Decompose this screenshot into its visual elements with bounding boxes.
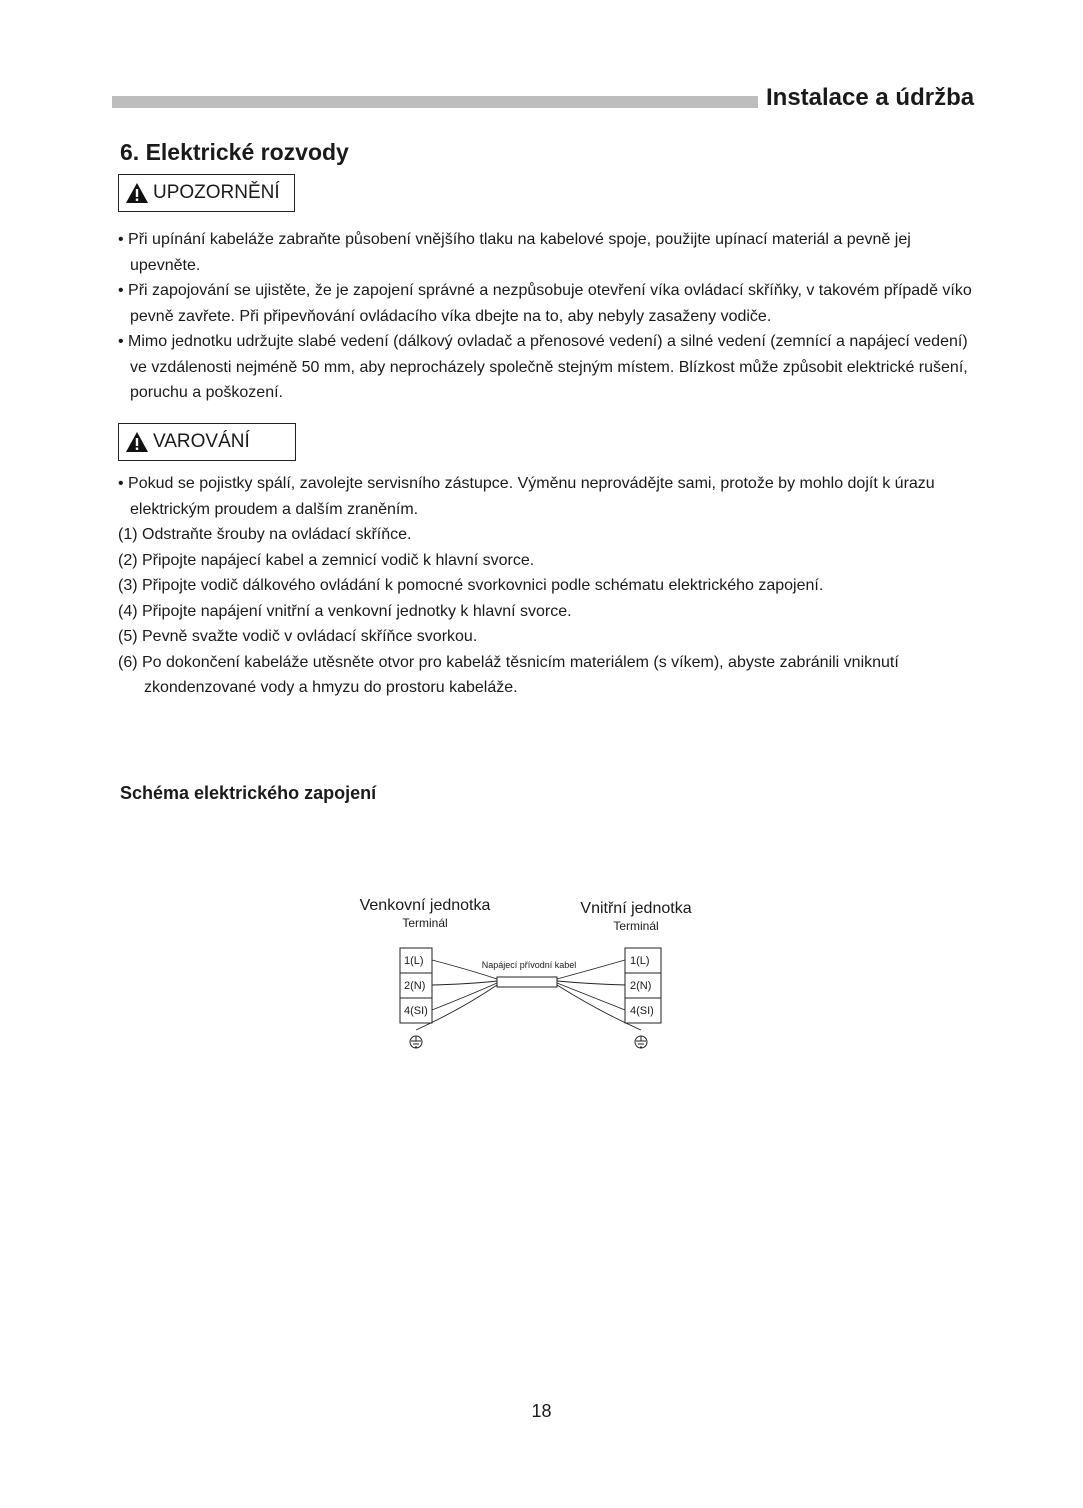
header-rule (112, 96, 758, 108)
warning-step: (3) Připojte vodič dálkového ovládání k pomocné svorkovnici podle schématu elektrického zapojení. (118, 577, 824, 594)
power-cable (497, 977, 557, 987)
warning-step: (4) Připojte napájení vnitřní a venkovní jednotky k hlavní svorce. (118, 602, 572, 620)
indoor-terminal-text: 4(SI) (630, 1005, 654, 1017)
warning-list (118, 471, 978, 701)
warning-triangle-icon (125, 431, 149, 453)
earth-ground-icon (410, 1036, 422, 1048)
wiring-diagram-svg (340, 890, 720, 1060)
wire (432, 981, 497, 985)
warning-step: (5) Pevně svažte vodič v ovládací skříňce svorkou. (118, 628, 478, 645)
warning-intro: • Pokud se pojistky spálí, zavolejte servisního zástupce. Výměnu neprovádějte sami, protože by mohlo dojít k úrazu elektrickým proudem a dalším zraněním. (118, 475, 935, 518)
earth-ground-icon (635, 1036, 647, 1048)
outdoor-terminal-text: 1(L) (404, 955, 424, 967)
caution-label-box (118, 174, 295, 212)
wire (557, 981, 625, 985)
header-title: Instalace a údržba (766, 84, 975, 111)
warning-step: (6) Po dokončení kabeláže utěsněte otvor pro kabeláž těsnicím materiálem (s víkem), abyste zabránili vniknutí zkondenzované vody a hmyzu do prostoru kabeláže. (118, 653, 899, 696)
indoor-terminal-text: 1(L) (630, 955, 650, 967)
indoor-terminal-text: 2(N) (630, 980, 652, 992)
wire (432, 983, 497, 1010)
indoor-terminal-block (625, 948, 661, 1023)
caution-label: UPOZORNĚNÍ (153, 182, 280, 203)
outdoor-terminal-block (400, 948, 432, 1023)
caution-item: • Při upínání kabeláže zabraňte působení vnějšího tlaku na kabelové spoje, použijte upínací materiál a pevně jej upevněte. (118, 231, 911, 274)
page-number: 18 (531, 1401, 552, 1421)
indoor-unit-title: Vnitřní jednotka (580, 900, 692, 917)
section-title: 6. Elektrické rozvody (120, 139, 349, 165)
warning-step: (2) Připojte napájecí kabel a zemnicí vodič k hlavní svorce. (118, 551, 535, 569)
caution-list (118, 227, 978, 406)
diagram-title: Schéma elektrického zapojení (120, 783, 377, 803)
warning-triangle-icon (125, 182, 149, 204)
indoor-terminal-label: Terminál (613, 919, 659, 933)
outdoor-terminal-text: 2(N) (404, 980, 426, 992)
warning-label-box (118, 423, 296, 461)
wire (557, 983, 625, 1010)
cable-label: Napájecí přívodní kabel (481, 960, 577, 970)
outdoor-terminal-label: Terminál (402, 916, 448, 930)
warning-step: (1) Odstraňte šrouby na ovládací skříňce. (118, 526, 412, 543)
caution-item: • Při zapojování se ujistěte, že je zapojení správné a nezpůsobuje otevření víka ovládací skříňky, v takovém případě víko pevně zavřete. Při připevňování ovládacího víka dbejte na to, aby nebyly zasaženy vodiče. (118, 282, 972, 325)
outdoor-unit-title: Venkovní jednotka (359, 897, 491, 914)
warning-label: VAROVÁNÍ (153, 431, 250, 452)
wiring-diagram (340, 890, 720, 1060)
caution-item: • Mimo jednotku udržujte slabé vedení (dálkový ovladač a přenosové vedení) a silné vedení (zemnící a napájecí vedení) ve vzdálenosti nejméně 50 mm, aby neprocházely společně stejným místem. Blízkost může způsobit elektrické rušení, poruchu a poškození. (118, 333, 968, 401)
outdoor-terminal-text: 4(SI) (404, 1005, 428, 1017)
